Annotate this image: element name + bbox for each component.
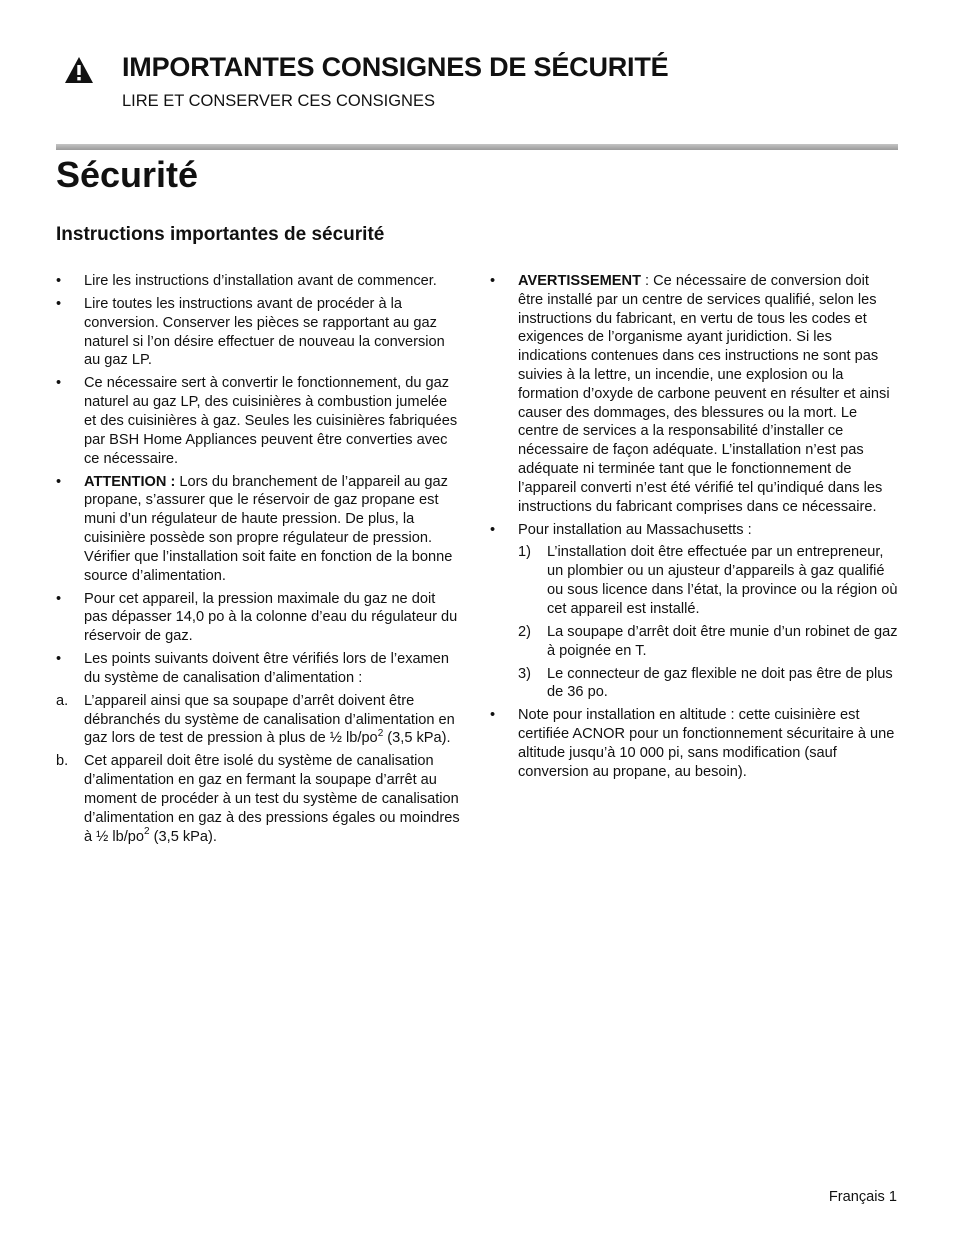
item-text: Pour installation au Massachusetts : [518,521,752,538]
superscript: 2 [377,727,384,739]
list-item [490,706,898,781]
bullet: • [490,521,496,538]
lettered-item [56,692,461,748]
numbered-item [518,543,898,618]
right-column [490,272,898,786]
number-marker: 3) [518,665,531,682]
item-text: L’appareil ainsi que sa soupape d’arrêt doivent être débranchés du système de canalisation d’alimentation en gaz lors de test de pression à plus de ½ lb/po [84,692,455,747]
number-marker: 1) [518,544,531,561]
bullet: • [490,707,496,724]
superscript: 2 [144,825,150,837]
bullet: • [56,375,62,392]
bullet: • [56,273,62,289]
subsection-title: Instructions importantes de sécurité [56,224,385,245]
section-divider [56,144,898,150]
item-text: Les points suivants doivent être vérifiés lors de l’examen du système de canalisation d’alimentation : [84,651,450,686]
item-text-tail: (3,5 kPa). [383,730,451,747]
numbered-list [518,543,898,702]
letter-marker: b. [56,753,69,770]
list-item [56,590,461,646]
item-text-tail: (3,5 kPa). [149,828,217,845]
bullet: • [56,473,62,490]
list-item [56,650,461,688]
item-text: L’installation doit être effectuée par un entrepreneur, un plombier ou un ajusteur d’appareils à gaz qualifié ou sous licence dans l’état, la province ou la région où cet appareil est installé. [547,544,898,617]
item-text: Note pour installation en altitude : cette cuisinière est certifiée ACNOR pour un fonctionnement sécuritaire à une altitude jusqu’à 10 000 pi, sans modification (sauf conversion au propane, au besoin). [518,707,895,780]
left-column [56,272,461,851]
list-item [490,521,898,703]
item-text: Pour cet appareil, la pression maximale du gaz ne doit pas dépasser 14,0 po à la colonne d’eau du régulateur du réservoir de gaz. [84,590,458,645]
safety-header-subtitle: LIRE ET CONSERVER CES CONSIGNES [122,92,435,110]
numbered-item [518,623,898,661]
section-title: Sécurité [56,154,199,195]
list-item [56,272,461,291]
item-text: La soupape d’arrêt doit être munie d’un robinet de gaz à poignée en T. [547,623,898,659]
item-text: Cet appareil doit être isolé du système de canalisation d’alimentation en gaz en fermant la soupape d’arrêt au moment de procéder à un test du système de canalisation d’alimentation en gaz à des pressions égales ou moindres à ½ lb/po [84,753,460,845]
item-text: Lire les instructions d’installation avant de commencer. [84,273,437,289]
item-text: Le connecteur de gaz flexible ne doit pas être de plus de 36 po. [547,665,893,701]
item-text: Lire toutes les instructions avant de procéder à la conversion. Conserver les pièces se rapportant au gaz naturel si l’on désire effectuer de nouveau la conversion au gaz LP. [84,295,445,369]
bullet: • [56,295,62,312]
lettered-item [56,752,461,846]
warning-label: AVERTISSEMENT [518,273,641,289]
item-text: : Ce nécessaire de conversion doit être installé par un centre de services qualifié, selon les instructions du fabricant, en vertu de tous les codes et exigences de l’organisme ayant juridiction. Si les indications contenues dans ces instructions ne sont pas suivies à la lettre, un incendie, une explosion ou la formation d’oxyde de carbone peuvent en résulter et ainsi causer des dommages, des blessures ou la mort. Le centre de services a la responsabilité d’installer ce nécessaire de façon adéquate. L’installation n’est pas adéquate ni terminée tant que le fonctionnement de l’appareil converti n’est été vérifié tel qu’indiqué dans les instructions du fabricant comprises dans ce nécessaire. [518,273,890,515]
attention-label: ATTENTION : [84,473,176,490]
safety-header-title: IMPORTANTES CONSIGNES DE SÉCURITÉ [122,52,669,82]
bullet: • [490,273,496,289]
letter-marker: a. [56,692,69,709]
list-item [56,374,461,468]
list-item [490,272,898,516]
item-text: Lors du branchement de l’appareil au gaz propane, s’assurer que le réservoir de gaz propane est muni d’un régulateur de haute pression. De plus, la cuisinière possède son propre régulateur de pression. Vérifier que l’installation soit faite en fonction de la bonne source d’alimentation. [84,473,453,584]
bullet: • [56,590,62,607]
bullet: • [56,651,62,668]
warning-triangle-icon [64,56,94,84]
item-text: Ce nécessaire sert à convertir le fonctionnement, du gaz naturel au gaz LP, des cuisinières à combustion jumelée et des cuisinières à gaz. Seules les cuisinières fabriquées par BSH Home Appliances peuvent être converties avec ce nécessaire. [84,375,458,467]
numbered-item [518,665,898,703]
list-item [56,295,461,370]
number-marker: 2) [518,623,531,640]
list-item [56,473,461,586]
page-number: Français 1 [828,1189,897,1205]
